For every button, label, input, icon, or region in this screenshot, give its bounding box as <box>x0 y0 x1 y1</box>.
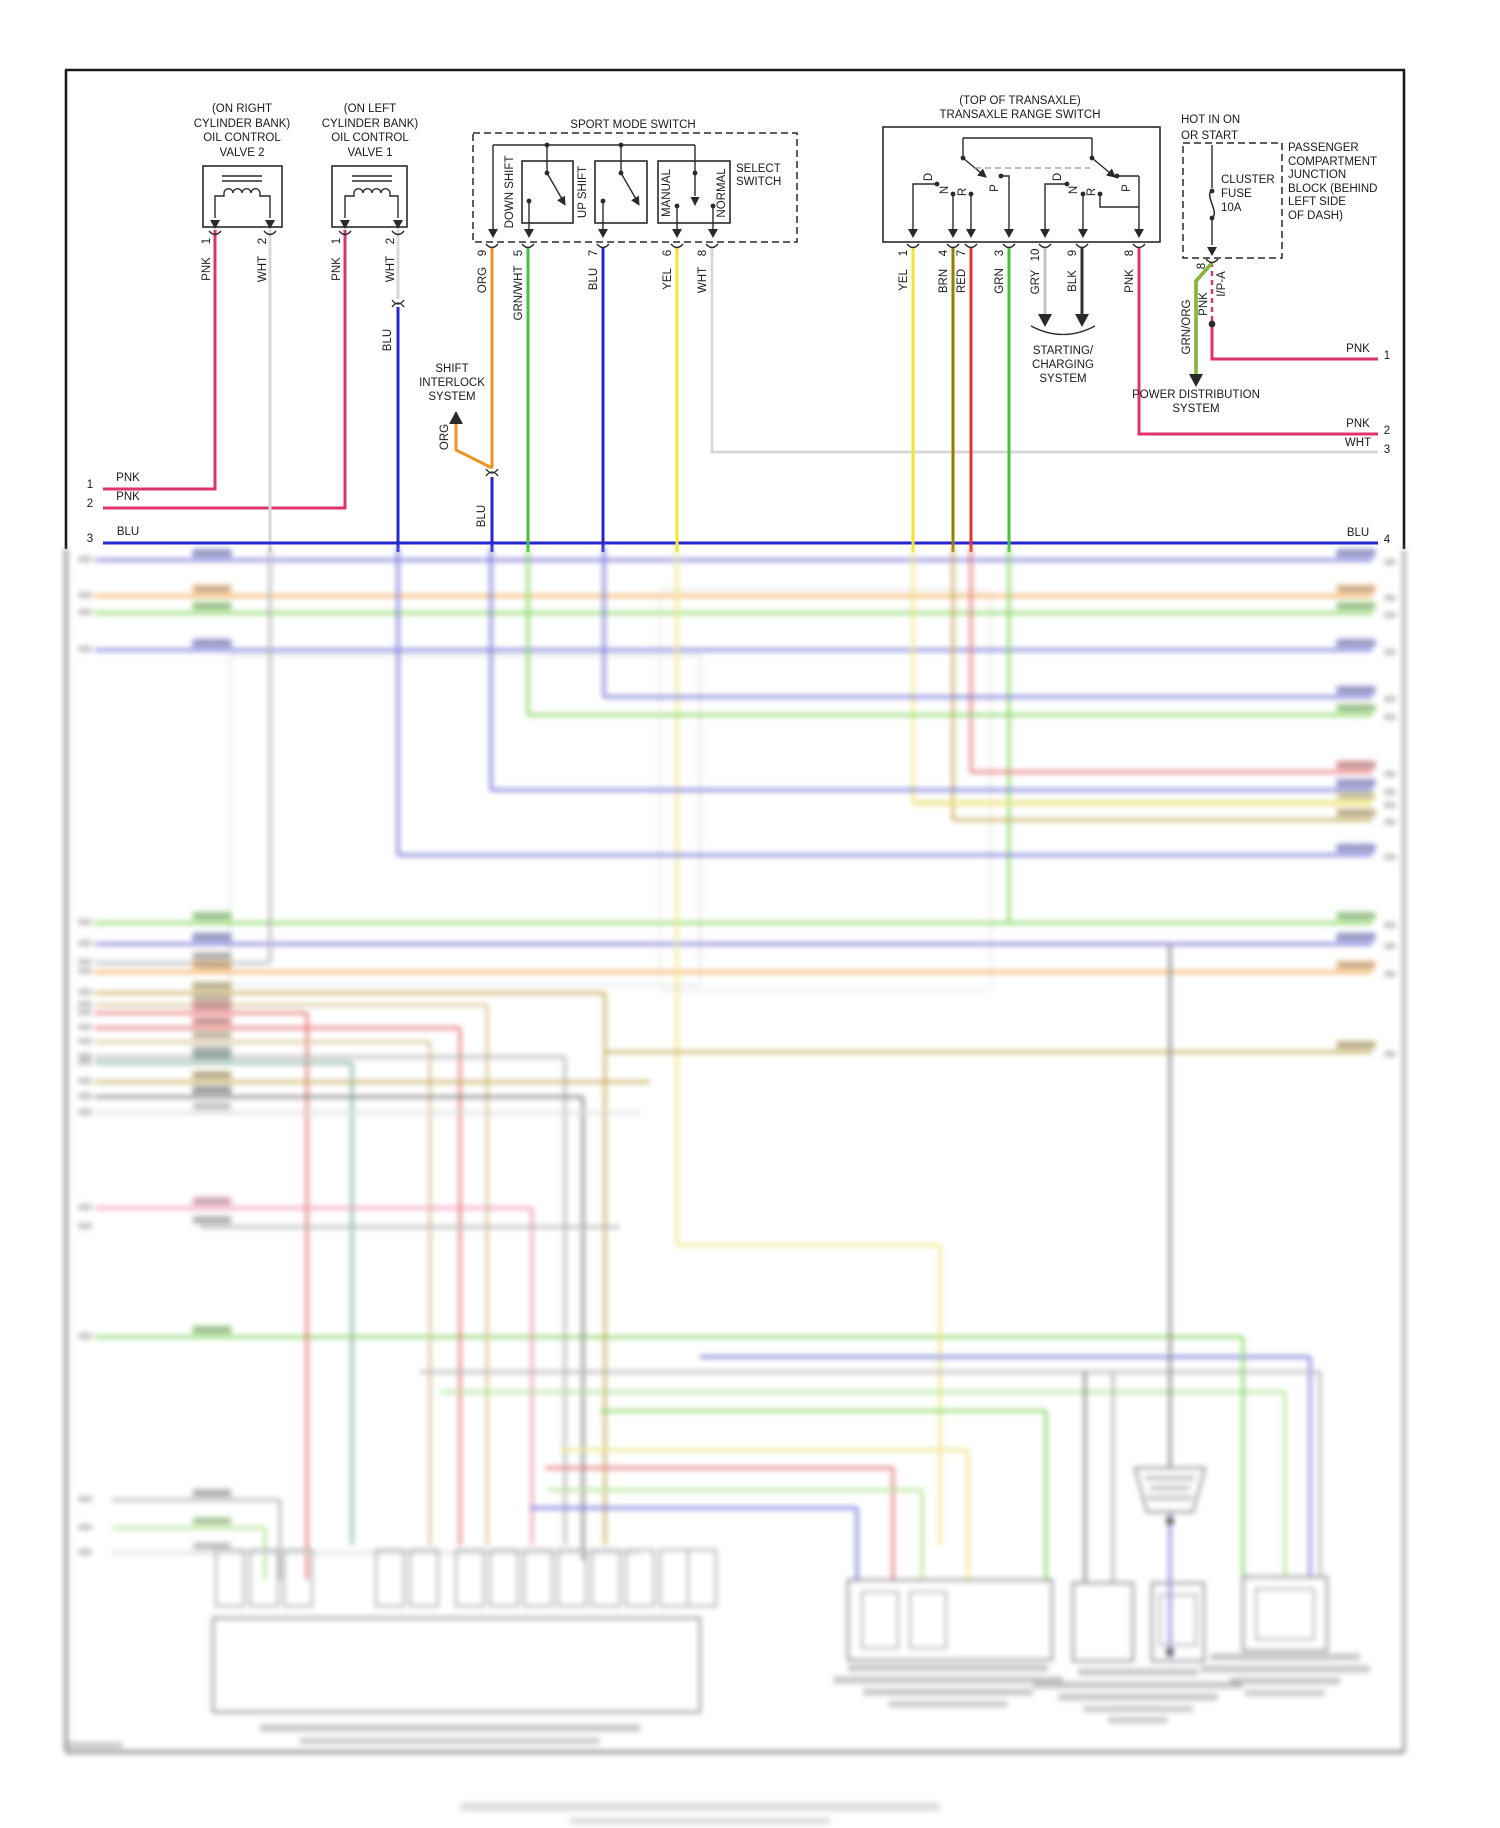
wire-label: 1 <box>331 237 343 245</box>
transaxle-title-line: TRANSAXLE RANGE SWITCH <box>939 109 1101 121</box>
sport-mode-switch-title: SPORT MODE SWITCH <box>570 119 696 131</box>
wire-label: 1 <box>898 249 910 257</box>
select-switch-line: SWITCH <box>736 176 782 188</box>
starting-charging-line: CHARGING <box>1032 359 1094 371</box>
wire-label: N <box>939 185 951 195</box>
wire-label: 7 <box>588 249 600 257</box>
wire-label: MANUAL <box>661 169 673 217</box>
wire-label: BLK <box>1067 270 1079 292</box>
wire-label: 1 <box>1383 350 1391 362</box>
wire-label: BLU <box>588 267 600 291</box>
shift-interlock-line: SHIFT <box>435 363 469 375</box>
wire-label: GRN <box>994 268 1006 294</box>
junction-line: LEFT SIDE <box>1288 196 1346 209</box>
wire-label: BLU <box>476 504 488 528</box>
wire-label: 8 <box>1124 249 1136 257</box>
wire-label: 9 <box>477 249 489 257</box>
fuse-line: 10A <box>1221 202 1242 214</box>
wire-label: 2 <box>86 498 94 510</box>
wire-label: GRN/ORG <box>1181 299 1193 355</box>
wire-label: 10 <box>1030 248 1042 262</box>
wire-label: WHT <box>697 266 709 294</box>
wire-label: PNK <box>331 257 343 281</box>
wire-label: GRY <box>1030 269 1042 295</box>
select-switch-label <box>736 163 781 189</box>
wire-label: YEL <box>898 269 910 291</box>
wire-label: PNK <box>1346 418 1370 430</box>
power-distribution-line: POWER DISTRIBUTION <box>1132 389 1260 401</box>
wire-label: BRN <box>938 268 950 294</box>
wire-label: RED <box>956 268 968 294</box>
wire-label: 2 <box>385 237 397 245</box>
wire-label: R <box>957 187 969 197</box>
wire-label: PNK <box>201 257 213 281</box>
wire-label: N <box>1068 185 1080 195</box>
wire-label: D <box>1052 172 1064 182</box>
valve1-line: VALVE 1 <box>347 146 393 159</box>
wire-label: BLU <box>116 526 140 538</box>
wire-label: WHT <box>385 255 397 283</box>
wire-label: ORG <box>477 266 489 294</box>
junction-line: COMPARTMENT <box>1288 155 1378 168</box>
shift-interlock-line: INTERLOCK <box>419 376 485 389</box>
fuse-line: FUSE <box>1221 188 1252 200</box>
valve2-line: VALVE 2 <box>219 146 265 159</box>
junction-line: OF DASH) <box>1288 209 1343 222</box>
shift-interlock-line: SYSTEM <box>428 390 476 403</box>
wire-label: BLU <box>1346 527 1370 539</box>
power-distribution-label <box>1132 388 1260 416</box>
valve1-line: OIL CONTROL <box>331 132 409 144</box>
cluster-fuse-label <box>1221 173 1275 215</box>
wire-label: PNK <box>1346 343 1370 355</box>
wire-label: P <box>1121 184 1133 192</box>
valve1-line: (ON LEFT <box>343 103 397 115</box>
valve1-line: CYLINDER BANK) <box>321 117 419 130</box>
wire-label: 4 <box>938 249 950 257</box>
wire-label: 6 <box>662 249 674 257</box>
valve2-line: OIL CONTROL <box>203 132 281 144</box>
wire-label: R <box>1086 187 1098 197</box>
transaxle-switch-title <box>939 94 1100 122</box>
wire-label: ORG <box>439 423 451 451</box>
wire-label: 1 <box>86 479 94 491</box>
starting-charging-line: STARTING/ <box>1032 345 1094 357</box>
power-distribution-line: SYSTEM <box>1172 403 1220 415</box>
wire-label: 3 <box>1383 444 1391 456</box>
wire-label: 8 <box>1196 262 1208 270</box>
wire-label: 2 <box>1383 425 1391 437</box>
wire-label: UP SHIFT <box>577 165 589 219</box>
wire-label: 2 <box>257 237 269 245</box>
select-switch-line: SELECT <box>736 163 781 175</box>
hot-in-on-label <box>1181 113 1240 144</box>
wire-label: WHT <box>257 255 269 283</box>
wire-label: 8 <box>697 249 709 257</box>
wire-label: DOWN SHIFT <box>504 155 516 229</box>
wire-label: PNK <box>116 491 140 503</box>
starting-charging-line: SYSTEM <box>1039 373 1087 385</box>
wire-label: NORMAL <box>716 168 728 218</box>
wire-label: 4 <box>1383 534 1391 546</box>
wire-label: 7 <box>956 249 968 257</box>
wire-label: BLU <box>382 328 394 352</box>
transaxle-title-line: (TOP OF TRANSAXLE) <box>959 95 1081 107</box>
valve2-label <box>194 102 291 160</box>
wire-label: 1 <box>201 237 213 245</box>
junction-line: JUNCTION <box>1288 169 1347 182</box>
hot-line: OR START <box>1181 129 1239 142</box>
wire-label: 3 <box>994 249 1006 257</box>
wire-label: PNK <box>116 472 140 484</box>
junction-line: BLOCK (BEHIND <box>1288 182 1378 195</box>
wire-label: 5 <box>513 249 525 257</box>
wire-label: WHT <box>1344 437 1372 449</box>
wire-label: D <box>923 172 935 182</box>
shift-interlock-label <box>419 363 485 404</box>
wire-label: 3 <box>86 533 94 545</box>
wire-label: YEL <box>662 268 674 290</box>
hot-line: HOT IN ON <box>1181 114 1241 126</box>
valve2-line: CYLINDER BANK) <box>193 117 291 130</box>
junction-block-label <box>1288 142 1377 224</box>
wire-label: PNK <box>1124 269 1136 293</box>
wire-label: PNK <box>1198 292 1210 316</box>
wire-label: I/P-A <box>1216 271 1228 297</box>
fuse-line: CLUSTER <box>1221 174 1275 186</box>
valve2-line: (ON RIGHT <box>211 103 273 115</box>
wire-label: GRN/WHT <box>513 265 525 321</box>
valve1-label <box>322 102 419 160</box>
starting-charging-label <box>1032 344 1094 386</box>
wire-label: 9 <box>1067 249 1079 257</box>
wire-label: P <box>989 184 1001 192</box>
junction-line: PASSENGER <box>1288 142 1359 154</box>
